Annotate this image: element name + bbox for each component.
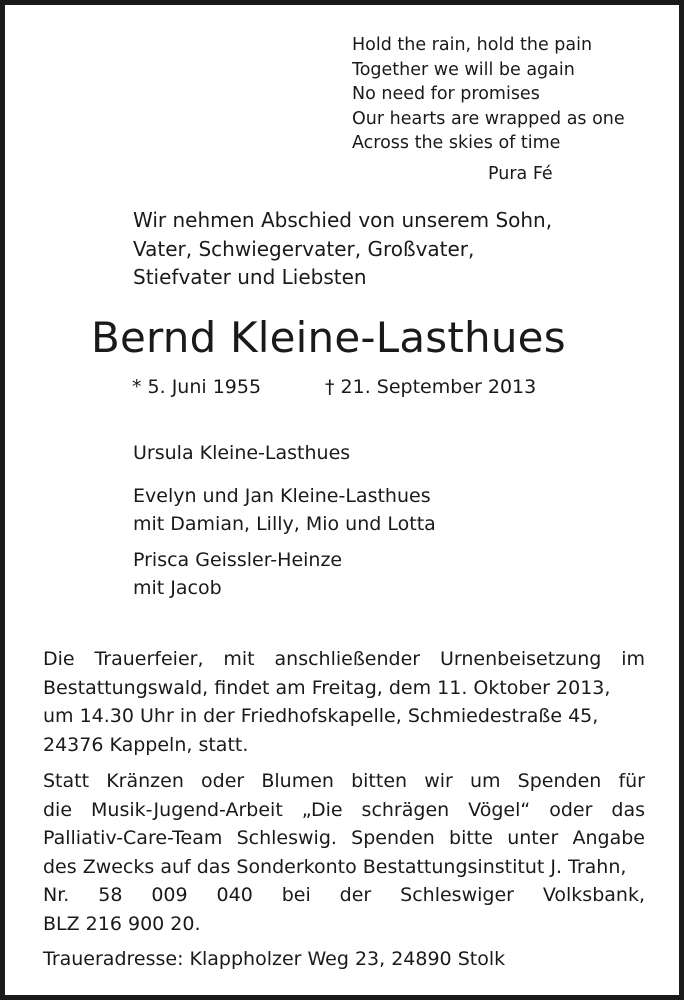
poem-line: Together we will be again [352, 59, 575, 80]
service-line: Bestattungswald, findet am Freitag, dem 11. Oktober 2013, [43, 676, 611, 699]
service-line: um 14.30 Uhr in der Friedhofskapelle, Schmiedestraße 45, [43, 705, 599, 727]
mourner-group [133, 546, 342, 602]
mourner-line: Ursula Kleine-Lasthues [133, 442, 351, 464]
intro-line: Wir nehmen Abschied von unserem Sohn, [133, 208, 553, 232]
mourner-group [133, 482, 436, 538]
intro-line: Stiefvater und Liebsten [133, 265, 367, 289]
intro-line: Vater, Schwiegervater, Großvater, [133, 236, 475, 261]
birth-date: * 5. Juni 1955 [132, 376, 262, 398]
donation-request [43, 767, 645, 938]
mourner-line: Prisca Geissler-Heinze [133, 549, 343, 571]
poem-line: Our hearts are wrapped as one [352, 108, 625, 129]
service-line: 24376 Kappeln, statt. [43, 733, 249, 756]
donation-line: des Zwecks auf das Sonderkonto Bestattungsinstitut J. Trahn, [43, 855, 627, 878]
service-line: Die Trauerfeier, mit anschließender Urnenbeisetzung im [43, 648, 645, 670]
mourner-group [133, 439, 350, 467]
death-date: † 21. September 2013 [325, 376, 537, 398]
poem-author: Pura Fé [488, 164, 553, 184]
donation-line: BLZ 216 900 20. [43, 912, 201, 935]
poem-line: No need for promises [352, 84, 540, 104]
mourning-address: Traueradresse: Klappholzer Weg 23, 24890 Stolk [43, 948, 506, 970]
donation-line: Nr. 58 009 040 bei der Schleswiger Volksbank, [43, 884, 645, 906]
poem-line: Across the skies of time [352, 133, 561, 153]
donation-line: die Musik-Jugend-Arbeit „Die schrägen Vögel“ oder das [43, 798, 645, 821]
poem-line: Hold the rain, hold the pain [352, 35, 593, 55]
mourner-line: mit Damian, Lilly, Mio und Lotta [133, 513, 436, 535]
poem [352, 33, 625, 156]
deceased-name: Bernd Kleine-Lasthues [91, 313, 566, 362]
donation-line: Palliativ-Care-Team Schleswig. Spenden bitte unter Angabe [43, 827, 645, 849]
service-details [43, 645, 645, 759]
mourner-line: Evelyn und Jan Kleine-Lasthues [133, 485, 431, 507]
donation-line: Statt Kränzen oder Blumen bitten wir um Spenden für [43, 770, 645, 792]
farewell-intro [133, 206, 552, 292]
mourner-line: mit Jacob [133, 577, 222, 599]
